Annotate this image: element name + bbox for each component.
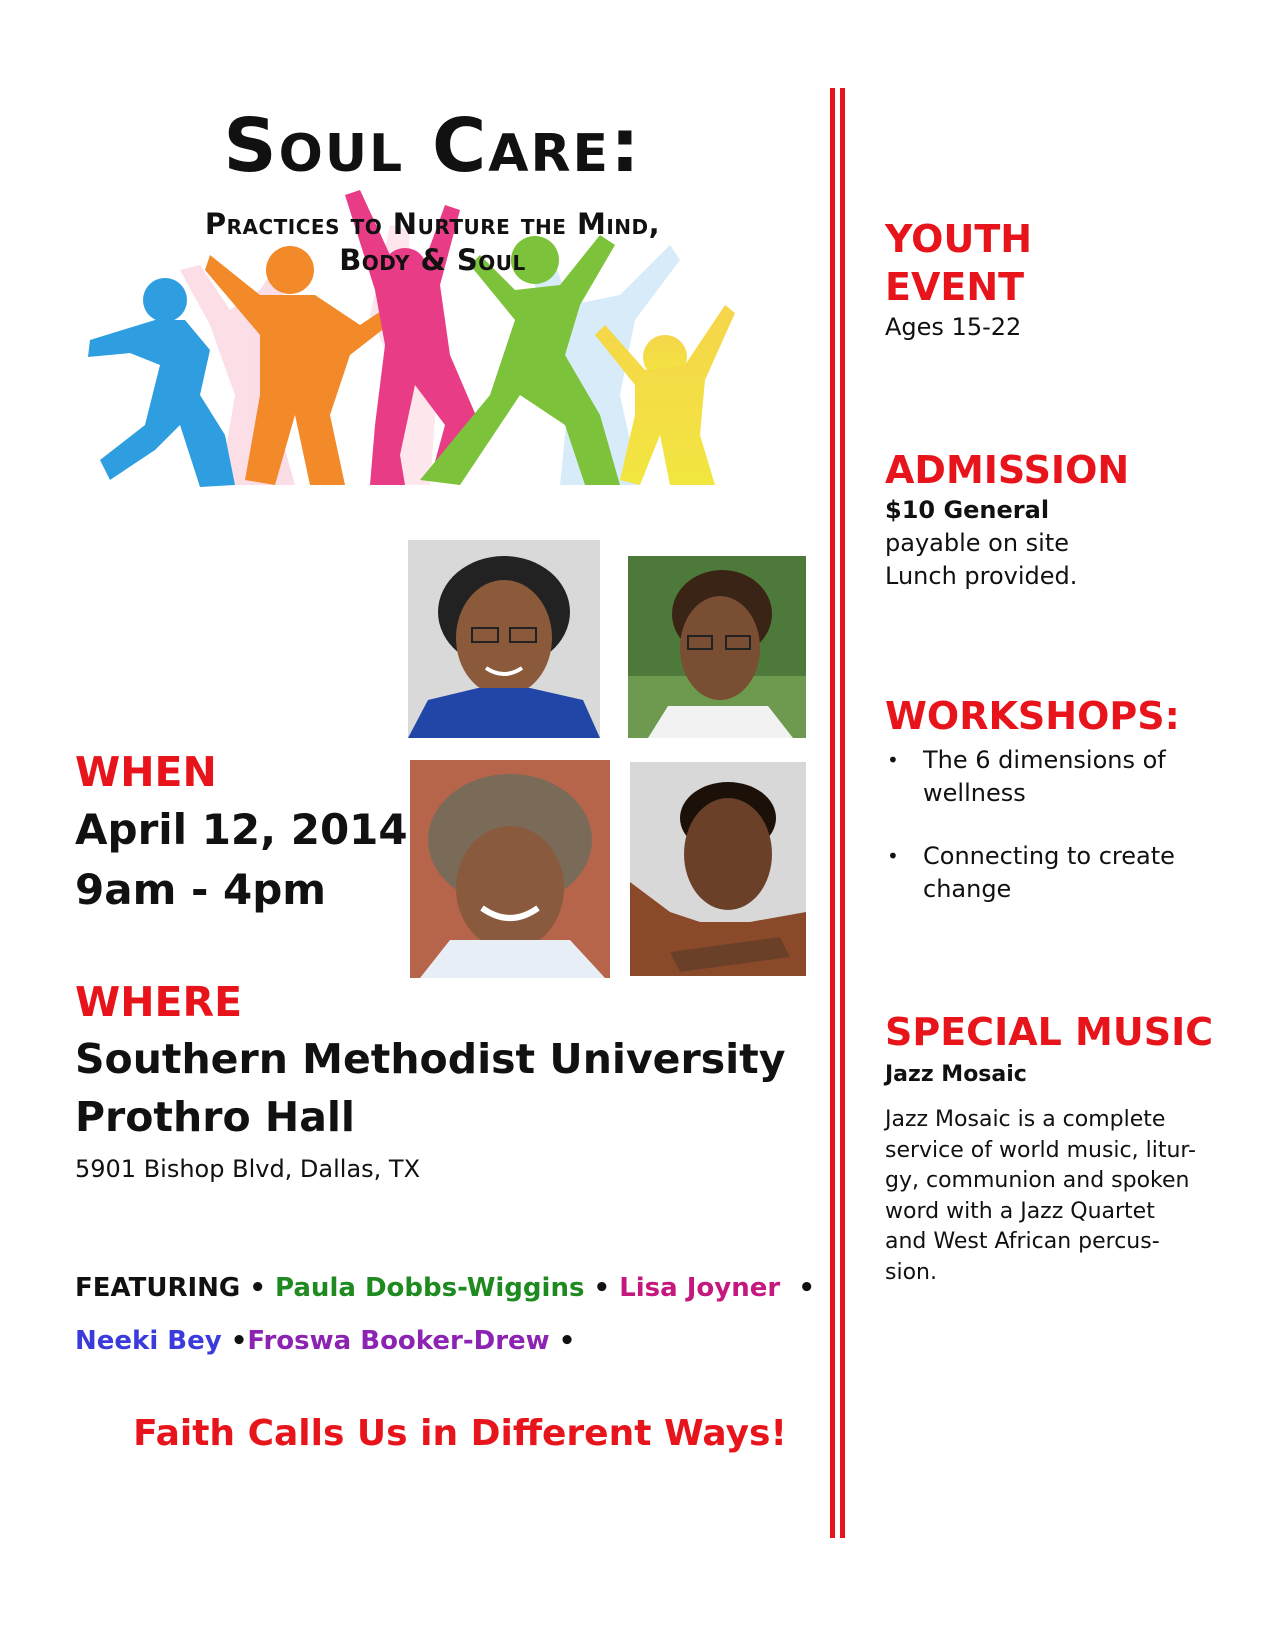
bullet: • [249,1273,266,1303]
where-label: WHERE [75,978,243,1026]
vertical-divider [830,88,846,1538]
featuring-label: FEATURING [75,1273,241,1303]
event-date: April 12, 2014 [75,805,408,854]
featured-name-4: Froswa Booker-Drew [247,1326,550,1356]
speaker-photo-3 [410,760,610,978]
speaker-photo-4 [630,762,806,976]
workshop-item [885,744,1215,810]
bullet: • [558,1326,576,1356]
youth-heading-line2: EVENT [885,265,1025,309]
workshop-item-line1: The 6 dimensions of [923,746,1166,774]
special-music-section [885,1008,1215,1288]
music-description-line: word with a Jazz Quartet [885,1198,1155,1224]
featured-name-2: Lisa Joyner [619,1273,781,1303]
ages-text: Ages 15-22 [885,313,1022,341]
bullet: • [230,1326,248,1356]
youth-event-section [885,215,1215,344]
banner-title: Soul Care: [223,103,642,189]
music-description-line: and West African percus- [885,1229,1160,1254]
when-label: WHEN [75,748,217,796]
admission-section [885,446,1215,593]
admission-price: $10 General [885,496,1050,524]
admission-payable: payable on site [885,529,1070,557]
bullet: • [887,844,899,868]
event-banner [60,95,805,505]
banner-subtitle-line2: Body & Soul [339,243,526,277]
tagline: Faith Calls Us in Different Ways! [133,1413,787,1454]
workshops-heading: WORKSHOPS: [885,694,1180,738]
music-description-line: Jazz Mosaic is a complete [885,1107,1166,1132]
featuring-list [75,1262,815,1368]
youth-heading-line1: YOUTH [885,217,1033,261]
venue-hall: Prothro Hall [75,1093,355,1141]
workshop-item-line1: Connecting to create [923,842,1175,870]
venue-name: Southern Methodist University [75,1035,786,1083]
special-music-heading: SPECIAL MUSIC [885,1010,1214,1054]
workshop-item-line2: change [923,875,1012,903]
music-description-line: service of world music, litur- [885,1137,1196,1163]
music-description-line: sion. [885,1259,937,1285]
music-description [885,1105,1215,1288]
event-time: 9am - 4pm [75,865,327,914]
bullet: • [593,1273,611,1303]
featured-name-3: Neeki Bey [75,1326,222,1356]
featured-name-1: Paula Dobbs-Wiggins [275,1273,585,1303]
workshops-section [885,692,1215,936]
venue-address: 5901 Bishop Blvd, Dallas, TX [75,1155,421,1183]
speaker-photo-1 [408,540,600,738]
admission-heading: ADMISSION [885,448,1130,492]
workshop-item [885,840,1215,906]
speaker-photo-2 [628,556,806,738]
music-group-name: Jazz Mosaic [885,1062,1027,1087]
workshop-item-line2: wellness [923,779,1026,807]
bullet: • [798,1273,815,1303]
bullet: • [887,748,899,772]
music-description-line: gy, communion and spoken [885,1168,1190,1193]
banner-subtitle-line1: Practices to Nurture the Mind, [204,207,661,241]
admission-lunch: Lunch provided. [885,562,1078,590]
